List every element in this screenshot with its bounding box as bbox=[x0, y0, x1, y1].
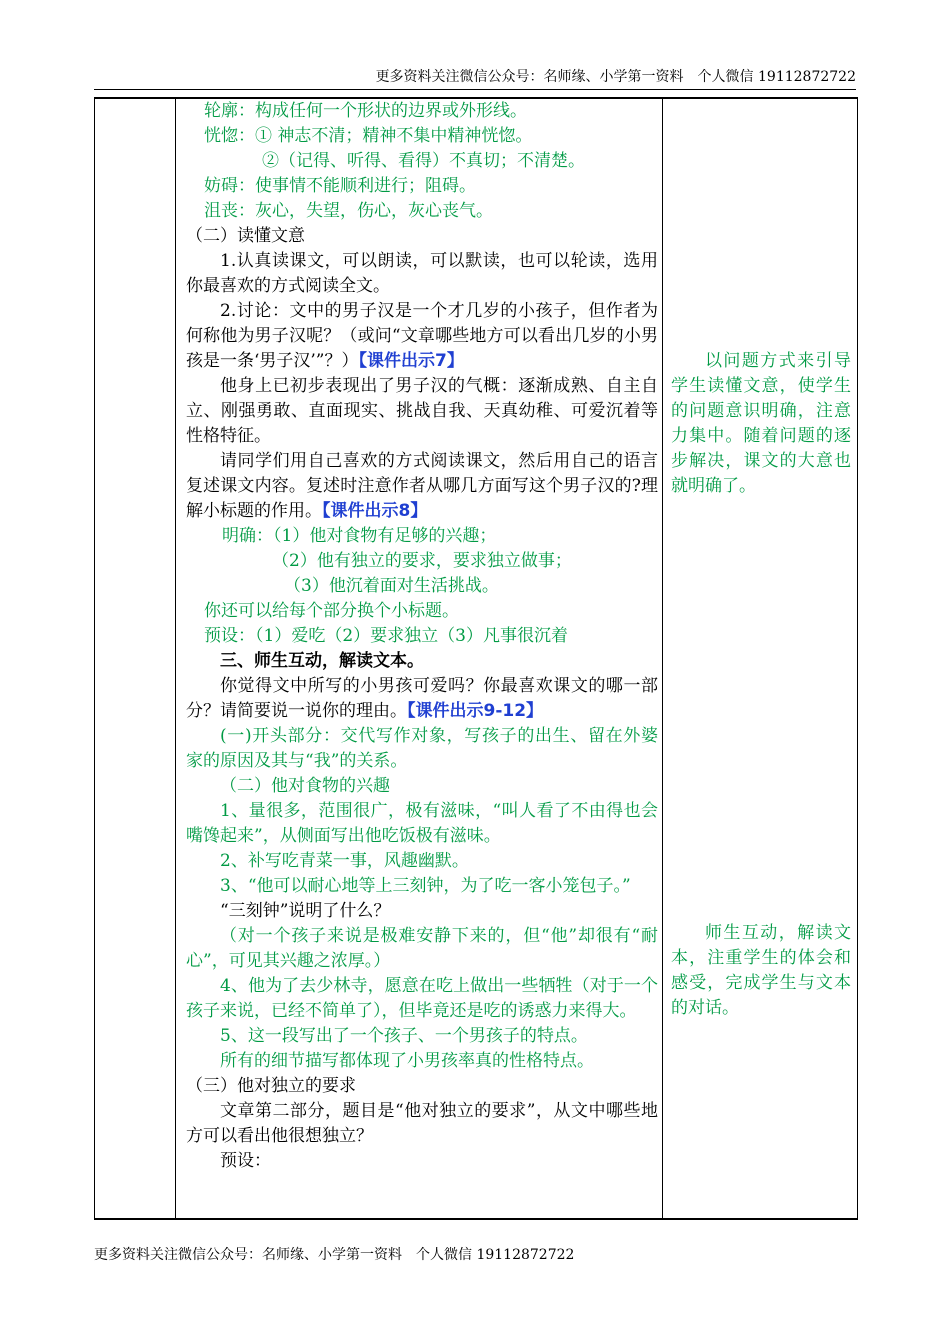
paragraph: 所有的细节描写都体现了小男孩率真的性格特点。 bbox=[220, 1051, 594, 1071]
design-note: 以问题方式来引导学生读懂文意，使学生的问题意识明确，注意力集中。随着问题的逐步解决，课文的大意也就明确了。 bbox=[671, 351, 851, 496]
vocab-item: 妨碍：使事情不能顺利进行；阻碍。 bbox=[204, 176, 476, 196]
paragraph: 他身上已初步表现出了男子汉的气概：逐渐成熟、自主自立、刚强勇敢、直面现实、挑战自我、天真幼稚、可爱沉着等性格特征。 bbox=[186, 376, 658, 446]
clarify-item: （3）他沉着面对生活挑战。 bbox=[284, 576, 499, 596]
lesson-table bbox=[94, 97, 858, 1220]
paragraph: “三刻钟”说明了什么？ bbox=[220, 901, 391, 921]
vocab-item: 轮廓：构成任何一个形状的边界或外形线。 bbox=[204, 101, 527, 121]
page-header: 更多资料关注微信公众号：名师缘、小学第一资料 个人微信 19112872722 bbox=[375, 69, 856, 85]
paragraph: 1.认真读课文，可以朗读，可以默读，也可以轮读，选用你最喜欢的方式阅读全文。 bbox=[186, 251, 658, 296]
left-column-cell bbox=[95, 98, 176, 1219]
preset-label: 预设： bbox=[220, 1151, 271, 1171]
design-note: 师生互动，解读文本，注重学生的体会和感受，完成学生与文本的对话。 bbox=[671, 923, 851, 1018]
paragraph: 2、补写吃青菜一事，风趣幽默。 bbox=[220, 851, 469, 871]
page-footer: 更多资料关注微信公众号：名师缘、小学第一资料 个人微信 19112872722 bbox=[94, 1247, 575, 1263]
paragraph: 1、量很多，范围很广，极有滋味，“叫人看了不由得也会嘴馋起来”，从侧面写出他吃饭极有滋味。 bbox=[186, 801, 658, 846]
paragraph bbox=[186, 299, 658, 374]
paragraph: 3、“他可以耐心地等上三刻钟，为了吃一客小笼包子。” bbox=[220, 876, 631, 896]
courseware-tag: 【课件出示7】 bbox=[358, 351, 464, 371]
courseware-tag: 【课件出示9-12】 bbox=[407, 701, 544, 721]
section-heading: （二）读懂文意 bbox=[186, 226, 305, 246]
section-heading: （二）他对食物的兴趣 bbox=[220, 776, 390, 796]
clarify-item: （2）他有独立的要求，要求独立做事； bbox=[272, 551, 572, 571]
paragraph-text: 请同学们用自己喜欢的方式阅读课文，然后用自己的语言复述课文内容。复述时注意作者从哪几方面写这个男子汉的?理解小标题的作用。 bbox=[186, 451, 658, 521]
paragraph: （对一个孩子来说是极难安静下来的，但“他”却很有“耐心”，可见其兴趣之浓厚。） bbox=[186, 926, 658, 971]
paragraph: 文章第二部分，题目是“他对独立的要求”，从文中哪些地方可以看出他很想独立？ bbox=[186, 1101, 658, 1146]
paragraph-text: 2.讨论：文中的男子汉是一个才几岁的小孩子，但作者为何称他为男子汉呢？（或问“文章哪些地方可以看出几岁的小男孩是一条‘男子汉’”？） bbox=[186, 301, 658, 371]
section-heading: （三）他对独立的要求 bbox=[186, 1076, 356, 1096]
header-rule bbox=[94, 89, 856, 90]
paragraph: 5、这一段写出了一个孩子、一个男孩子的特点。 bbox=[220, 1026, 588, 1046]
design-intent-cell bbox=[663, 98, 858, 1219]
paragraph: 你还可以给每个部分换个小标题。 bbox=[204, 601, 459, 621]
paragraph-text: 你觉得文中所写的小男孩可爱吗？你最喜欢课文的哪一部分？请简要说一说你的理由。 bbox=[186, 676, 658, 721]
clarify-item: 明确：（1）他对食物有足够的兴趣； bbox=[222, 526, 497, 546]
vocab-item: ②（记得、听得、看得）不真切；不清楚。 bbox=[262, 151, 585, 171]
paragraph: 4、他为了去少林寺，愿意在吃上做出一些牺牲（对于一个孩子来说，已经不简单了），但毕竟还是吃的诱惑力来得大。 bbox=[186, 976, 658, 1021]
paragraph: (一)开头部分：交代写作对象，写孩子的出生、留在外婆家的原因及其与“我”的关系。 bbox=[186, 726, 658, 771]
content-cell bbox=[176, 98, 663, 1219]
vocab-item: 恍惚：① 神志不清；精神不集中精神恍惚。 bbox=[204, 126, 533, 146]
paragraph bbox=[186, 674, 658, 724]
preset-text: 预设：（1）爱吃（2）要求独立（3）凡事很沉着 bbox=[204, 626, 568, 646]
courseware-tag: 【课件出示8】 bbox=[322, 501, 428, 521]
section-heading: 三、师生互动，解读文本。 bbox=[220, 651, 424, 671]
paragraph bbox=[186, 449, 658, 524]
vocab-item: 沮丧：灰心，失望，伤心，灰心丧气。 bbox=[204, 201, 493, 221]
